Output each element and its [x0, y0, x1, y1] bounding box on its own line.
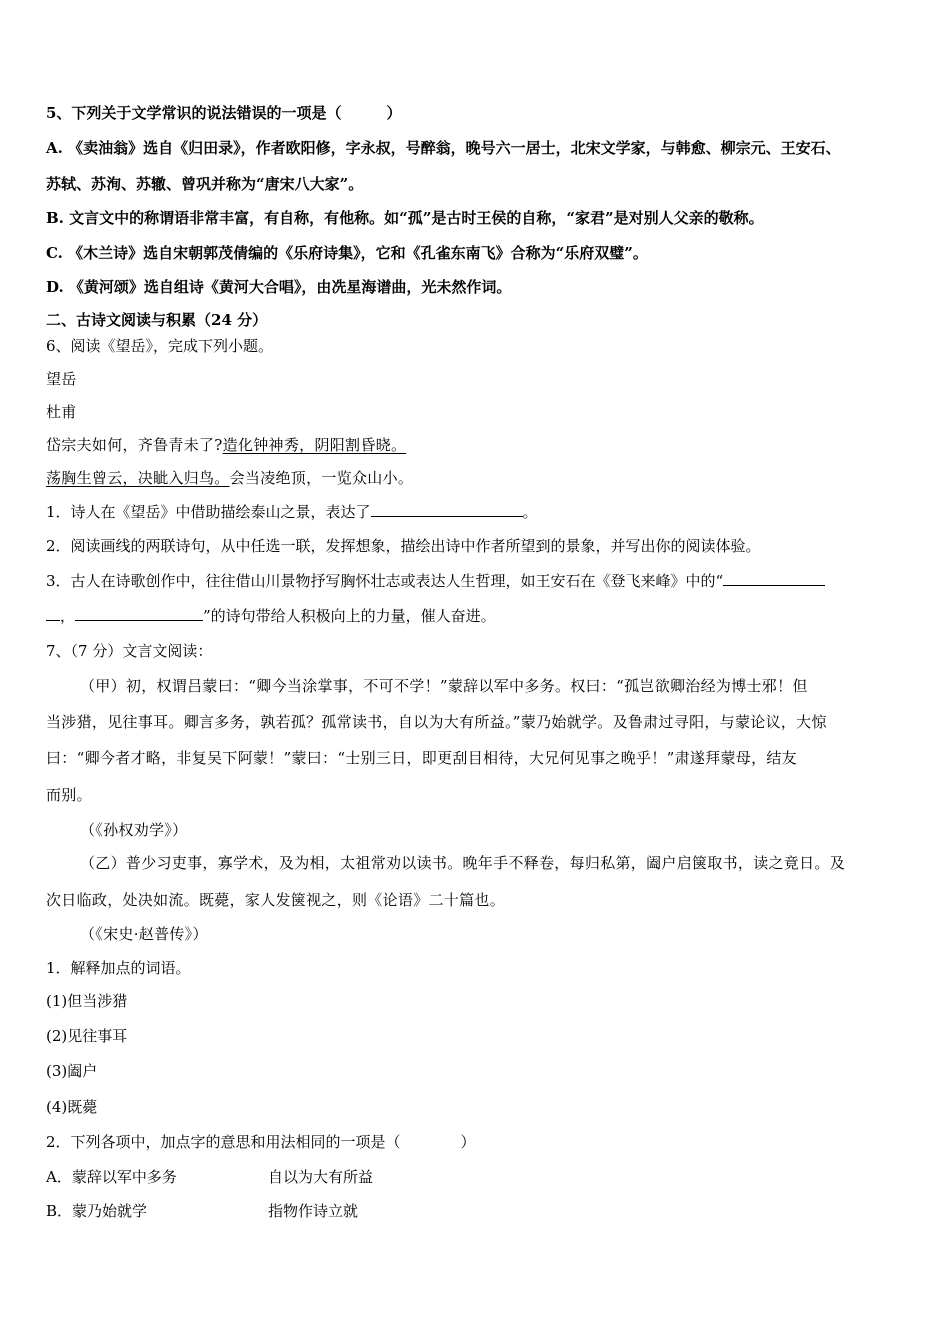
q6-sub3-end: ”的诗句带给人积极向上的力量，催人奋进。 [203, 607, 496, 625]
q7-word-4: (4)既薨 [46, 1098, 98, 1116]
poem-line-2 [46, 468, 413, 488]
q5-option-b: B. 文言文中的称谓语非常丰富，有自称，有他称。如“孤”是古时王侯的自称，“家君”是对别人父亲的敬称。 [46, 209, 764, 227]
q6-sub1-end: 。 [522, 503, 538, 521]
q7-option-b-right: 指物作诗立就 [268, 1202, 359, 1220]
q5-option-a-line2: 苏轼、苏洵、苏辙、曾巩并称为“唐宋八大家”。 [46, 175, 364, 193]
q7-word-3: (3)阖户 [46, 1062, 98, 1080]
q6-sub1-blank [371, 502, 523, 517]
q6-sub3-blank-a-cont [46, 606, 60, 621]
q7-sub1: 1．解释加点的词语。 [46, 959, 191, 977]
q6-sub3-blank-b [75, 606, 203, 621]
q6-stem: 6、阅读《望岳》，完成下列小题。 [46, 337, 274, 355]
passage-jia-line2: 当涉猎，见往事耳。卿言多务，孰若孤？孤常读书，自以为大有所益。”蒙乃始就学。及鲁肃过寻阳，与蒙论议，大惊 [46, 713, 827, 731]
q7-option-b-left: B．蒙乃始就学 [46, 1202, 148, 1220]
passage-yi-line1: （乙）普少习吏事，寡学术，及为相，太祖常劝以读书。晚年手不释卷，每归私第，阖户启箧取书，读之竟日。及 [80, 854, 846, 872]
q7-word-2: (2)见往事耳 [46, 1027, 128, 1045]
passage-yi-line2: 次日临政，处决如流。既薨，家人发箧视之，则《论语》二十篇也。 [46, 891, 506, 909]
poem-title: 望岳 [46, 370, 77, 388]
passage-jia-line1: （甲）初，权谓吕蒙曰：“卿今当涂掌事，不可不学！”蒙辞以军中多务。权曰：“孤岂欲卿治经为博士邪！但 [80, 677, 808, 695]
q7-word-1: (1)但当涉猎 [46, 992, 128, 1010]
q6-sub1 [46, 502, 538, 522]
q6-sub3-text: 3．古人在诗歌创作中，往往借山川景物抒写胸怀壮志或表达人生哲理，如王安石在《登飞来峰》中的“ [46, 572, 724, 590]
q6-sub3-line1 [46, 571, 825, 591]
poem-line-1-underlined: 造化钟神秀，阴阳割昏晓。 [222, 436, 407, 454]
q5-stem: 5、下列关于文学常识的说法错误的一项是（ ） [46, 104, 402, 122]
q7-option-a [46, 1167, 546, 1187]
poem-line-1 [46, 435, 406, 455]
q6-sub3-blank-a [723, 571, 825, 586]
poem-line-2-underlined: 荡胸生曾云，决眦入归鸟。 [46, 469, 230, 487]
q6-sub2: 2．阅读画线的两联诗句，从中任选一联，发挥想象，描绘出诗中作者所望到的景象，并写出你的阅读体验。 [46, 537, 761, 555]
poem-line-1-plain: 岱宗夫如何，齐鲁青未了? [46, 436, 223, 454]
q7-option-a-left: A．蒙辞以军中多务 [46, 1168, 177, 1186]
passage-jia-line4: 而别。 [46, 786, 92, 804]
poem-line-2-plain: 会当凌绝顶，一览众山小。 [229, 469, 414, 487]
q7-option-b [46, 1201, 546, 1221]
q7-sub2: 2．下列各项中，加点字的意思和用法相同的一项是（ ） [46, 1133, 476, 1151]
passage-yi-source: （《宋史·赵普传》） [80, 925, 208, 943]
q7-stem: 7、（7 分）文言文阅读： [46, 642, 213, 660]
q5-option-c: C. 《木兰诗》选自宋朝郭茂倩编的《乐府诗集》，它和《孔雀东南飞》合称为“乐府双璧”。 [46, 244, 648, 262]
q6-sub3-sep: ， [60, 607, 76, 625]
section-2-title: 二、古诗文阅读与积累（24 分） [46, 311, 268, 329]
q7-option-a-right: 自以为大有所益 [268, 1168, 374, 1186]
q6-sub3-line2 [46, 606, 496, 626]
passage-jia-source: （《孙权劝学》） [80, 821, 188, 839]
passage-jia-line3: 曰：“卿今者才略，非复吴下阿蒙！”蒙曰：“士别三日，即更刮目相待，大兄何见事之晚乎！”肃遂拜蒙母，结友 [46, 749, 797, 767]
q5-option-d: D. 《黄河颂》选自组诗《黄河大合唱》，由冼星海谱曲，光未然作词。 [46, 278, 512, 296]
poem-author: 杜甫 [46, 403, 77, 421]
q5-option-a-line1: A. 《卖油翁》选自《归田录》，作者欧阳修，字永叔，号醉翁，晚号六一居士，北宋文学家，与韩愈、柳宗元、王安石、 [46, 139, 841, 157]
q6-sub1-text: 1．诗人在《望岳》中借助描绘泰山之景，表达了 [46, 503, 371, 521]
